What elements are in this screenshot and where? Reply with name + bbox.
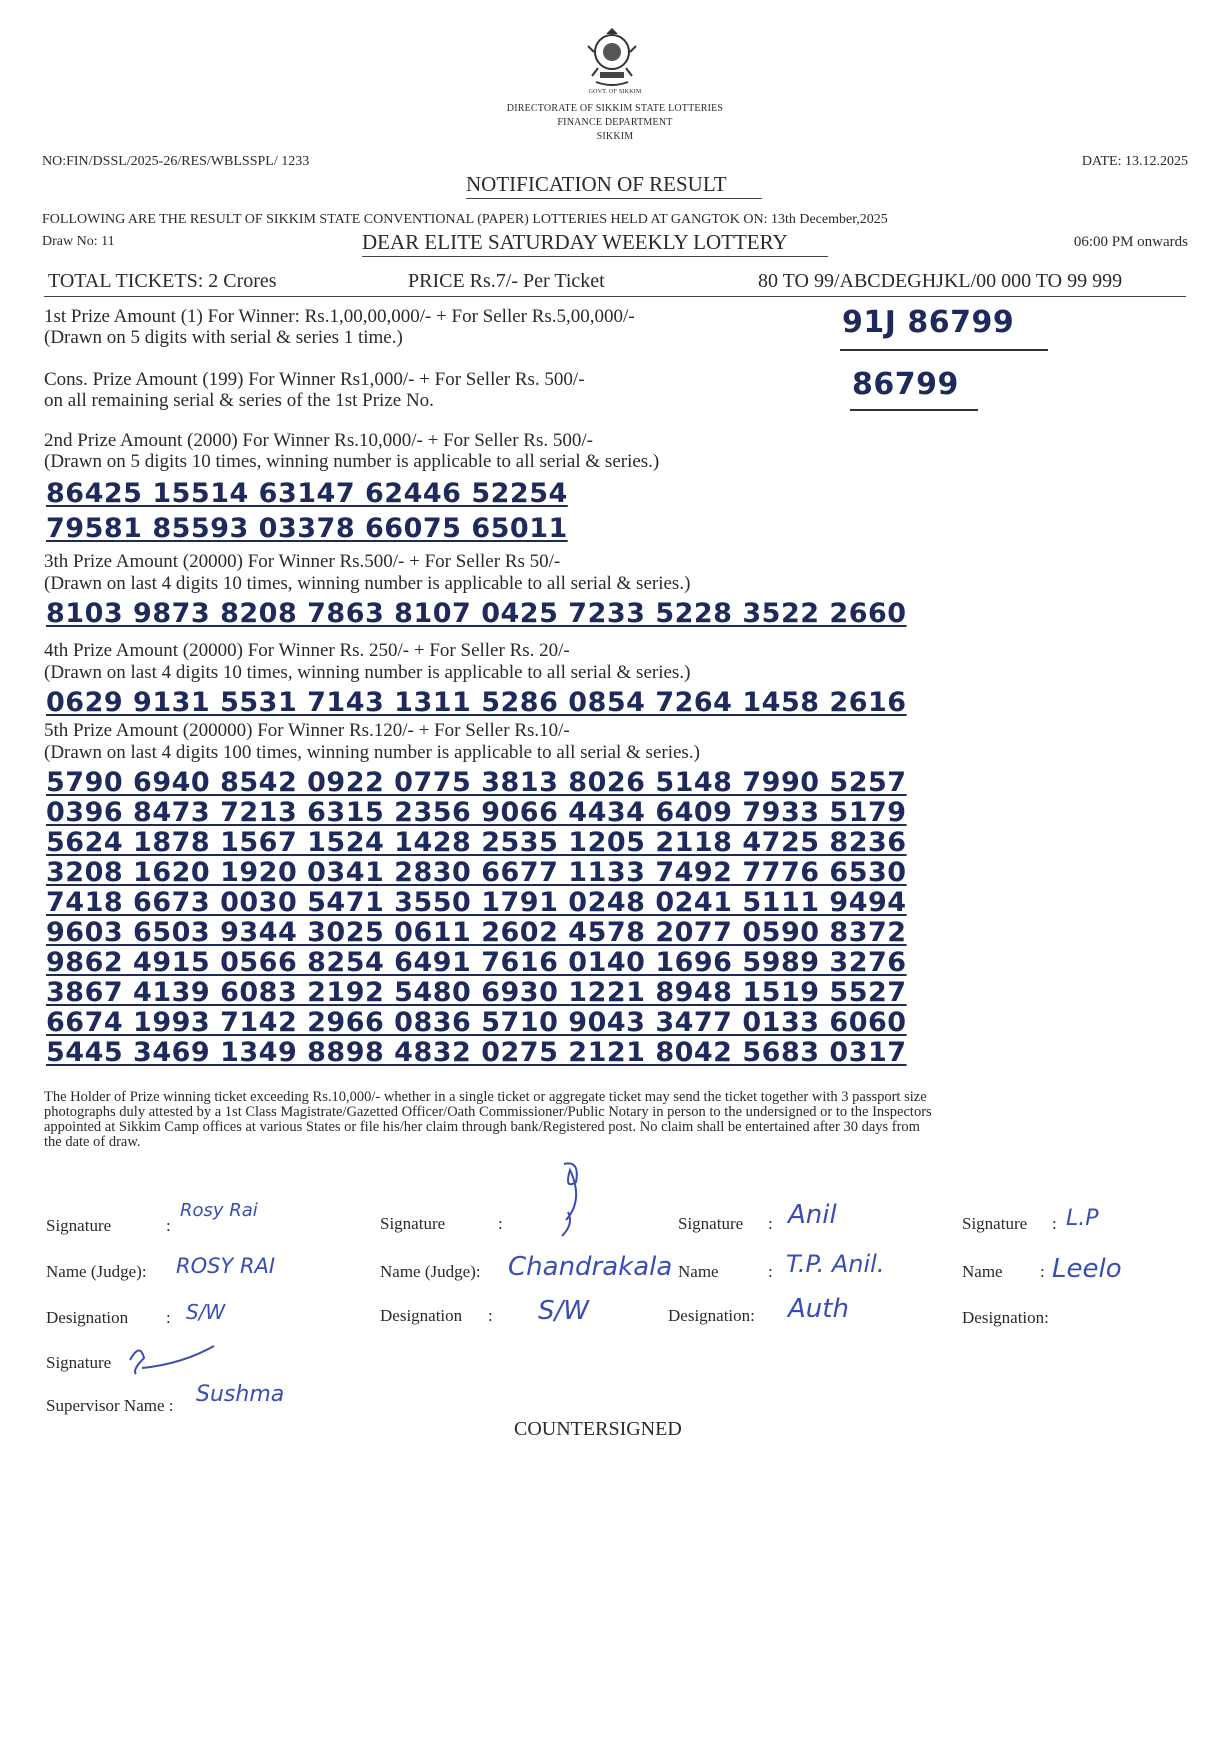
draw-time: 06:00 PM onwards [1073, 234, 1188, 250]
notice-line: the date of draw. [44, 1134, 141, 1150]
prize2-row: 86425 15514 63147 62446 52254 [46, 478, 568, 509]
govt-label: GOVT. OF SIKKIM [588, 89, 642, 95]
col4-name-sep: : [1040, 1262, 1045, 1281]
prize5-row: 9862 4915 0566 8254 6491 7616 0140 1696 5989 3276 [46, 947, 907, 978]
col1-name: ROSY RAI [176, 1254, 276, 1278]
prize1-underline [840, 349, 1048, 351]
supervisor-signature-label: Signature [46, 1353, 112, 1372]
cons-underline [850, 409, 978, 411]
ticket-price: PRICE Rs.7/- Per Ticket [408, 270, 605, 292]
title-underline [466, 198, 762, 199]
col4-signature: L.P [1066, 1206, 1099, 1231]
col2-signature-label: Signature [380, 1214, 446, 1233]
header-divider [44, 296, 1186, 297]
col4-designation-label: Designation: [962, 1308, 1049, 1327]
prize1-draw-note: (Drawn on 5 digits with serial & series 1 time.) [44, 327, 403, 348]
cons-note: on all remaining serial & series of the 1st Prize No. [44, 390, 434, 411]
supervisor-name-label: Supervisor Name : [46, 1396, 174, 1415]
prize3-description: 3th Prize Amount (20000) For Winner Rs.500/- + For Seller Rs 50/- [44, 551, 561, 572]
col3-signature: Anil [788, 1200, 837, 1230]
prize3-draw-note: (Drawn on last 4 digits 10 times, winning number is applicable to all serial & series.) [44, 573, 691, 594]
notice-line: appointed at Sikkim Camp offices at various States or file his/her claim through bank/Registered post. No claim shall be entertained after 30 days from [44, 1119, 920, 1135]
reference-number: NO:FIN/DSSL/2025-26/RES/WBLSSPL/ 1233 [42, 154, 310, 169]
col4-name: Leelo [1052, 1254, 1122, 1284]
col3-signature-sep: : [768, 1214, 773, 1233]
prize5-row: 3208 1620 1920 0341 2830 6677 1133 7492 7776 6530 [46, 857, 907, 888]
prize5-row: 5790 6940 8542 0922 0775 3813 8026 5148 7990 5257 [46, 767, 907, 798]
prize5-row: 7418 6673 0030 5471 3550 1791 0248 0241 5111 9494 [46, 887, 907, 918]
prize5-row: 5624 1878 1567 1524 1428 2535 1205 2118 4725 8236 [46, 827, 907, 858]
prize5-row: 3867 4139 6083 2192 5480 6930 1221 8948 1519 5527 [46, 977, 907, 1008]
total-tickets: TOTAL TICKETS: 2 Crores [48, 270, 277, 292]
prize2-description: 2nd Prize Amount (2000) For Winner Rs.10,000/- + For Seller Rs. 500/- [44, 430, 593, 451]
countersigned-label: COUNTERSIGNED [514, 1418, 682, 1440]
draw-number: Draw No: 11 [42, 234, 115, 249]
col1-designation-sep: : [166, 1308, 171, 1327]
notice-line: The Holder of Prize winning ticket exceeding Rs.10,000/- whether in a single ticket or aggregate ticket may send the ticket together with 3 passport size [44, 1089, 927, 1105]
col1-name-label: Name (Judge): [46, 1262, 147, 1281]
page-title: NOTIFICATION OF RESULT [466, 172, 727, 196]
prize1-description: 1st Prize Amount (1) For Winner: Rs.1,00,00,000/- + For Seller Rs.5,00,000/- [44, 306, 635, 327]
intro-text: FOLLOWING ARE THE RESULT OF SIKKIM STATE CONVENTIONAL (PAPER) LOTTERIES HELD AT GANGTOK ON: 13th December,2025 [42, 212, 888, 227]
col2-name-label: Name (Judge): [380, 1262, 481, 1281]
prize5-row: 5445 3469 1349 8898 4832 0275 2121 8042 5683 0317 [46, 1037, 907, 1068]
prize5-row: 0396 8473 7213 6315 2356 9066 4434 6409 7933 5179 [46, 797, 907, 828]
supervisor-name: Sushma [196, 1382, 285, 1407]
col2-name: Chandrakala [508, 1252, 673, 1282]
prize5-description: 5th Prize Amount (200000) For Winner Rs.120/- + For Seller Rs.10/- [44, 720, 570, 741]
prize4-row: 0629 9131 5531 7143 1311 5286 0854 7264 1458 2616 [46, 687, 907, 718]
col4-name-label: Name [962, 1262, 1003, 1281]
notice-line: photographs duly attested by a 1st Class Magistrate/Gazetted Officer/Oath Commissioner/Public Notary in person to the undersigned or to the Inspectors [44, 1104, 932, 1120]
col1-designation-label: Designation [46, 1308, 129, 1327]
prize5-row: 9603 6503 9344 3025 0611 2602 4578 2077 0590 8372 [46, 917, 907, 948]
emblem-logo [586, 28, 638, 90]
prize2-row: 79581 85593 03378 66075 65011 [46, 513, 568, 544]
col4-signature-sep: : [1052, 1214, 1057, 1233]
prize5-draw-note: (Drawn on last 4 digits 100 times, winning number is applicable to all serial & series.) [44, 742, 700, 763]
col1-signature-label: Signature [46, 1216, 112, 1235]
col2-signature-sep: : [498, 1214, 503, 1233]
col3-designation-label: Designation: [668, 1306, 755, 1325]
col3-name-sep: : [768, 1262, 773, 1281]
prize1-number: 91J 86799 [842, 305, 1015, 340]
col2-signature [550, 1160, 600, 1245]
prize5-row: 6674 1993 7142 2966 0836 5710 9043 3477 0133 6060 [46, 1007, 907, 1038]
prize2-draw-note: (Drawn on 5 digits 10 times, winning number is applicable to all serial & series.) [44, 451, 660, 472]
prize3-row: 8103 9873 8208 7863 8107 0425 7233 5228 3522 2660 [46, 598, 907, 629]
prize4-draw-note: (Drawn on last 4 digits 10 times, winning number is applicable to all serial & series.) [44, 662, 691, 683]
col1-signature-sep: : [166, 1216, 171, 1235]
supervisor-signature [122, 1338, 242, 1383]
col3-designation: Auth [788, 1294, 849, 1324]
col2-designation-label: Designation [380, 1306, 463, 1325]
series-range: 80 TO 99/ABCDEGHJKL/00 000 TO 99 999 [758, 270, 1123, 292]
col1-signature: Rosy Rai [180, 1200, 258, 1221]
col4-signature-label: Signature [962, 1214, 1028, 1233]
department-name: FINANCE DEPARTMENT [557, 117, 673, 128]
cons-description: Cons. Prize Amount (199) For Winner Rs1,000/- + For Seller Rs. 500/- [44, 369, 585, 390]
col3-name-label: Name [678, 1262, 719, 1281]
notification-date: DATE: 13.12.2025 [1081, 154, 1188, 169]
prize4-description: 4th Prize Amount (20000) For Winner Rs. 250/- + For Seller Rs. 20/- [44, 640, 570, 661]
directorate-name: DIRECTORATE OF SIKKIM STATE LOTTERIES [506, 103, 724, 114]
col3-signature-label: Signature [678, 1214, 744, 1233]
claim-notice [44, 1090, 932, 1150]
lottery-name: DEAR ELITE SATURDAY WEEKLY LOTTERY [362, 230, 788, 254]
state-name: SIKKIM [596, 131, 634, 142]
col3-name: T.P. Anil. [786, 1250, 885, 1278]
col1-designation: S/W [186, 1300, 226, 1324]
col2-designation: S/W [538, 1296, 589, 1326]
lottery-underline [362, 256, 828, 257]
col2-designation-sep: : [488, 1306, 493, 1325]
cons-number: 86799 [852, 367, 959, 402]
